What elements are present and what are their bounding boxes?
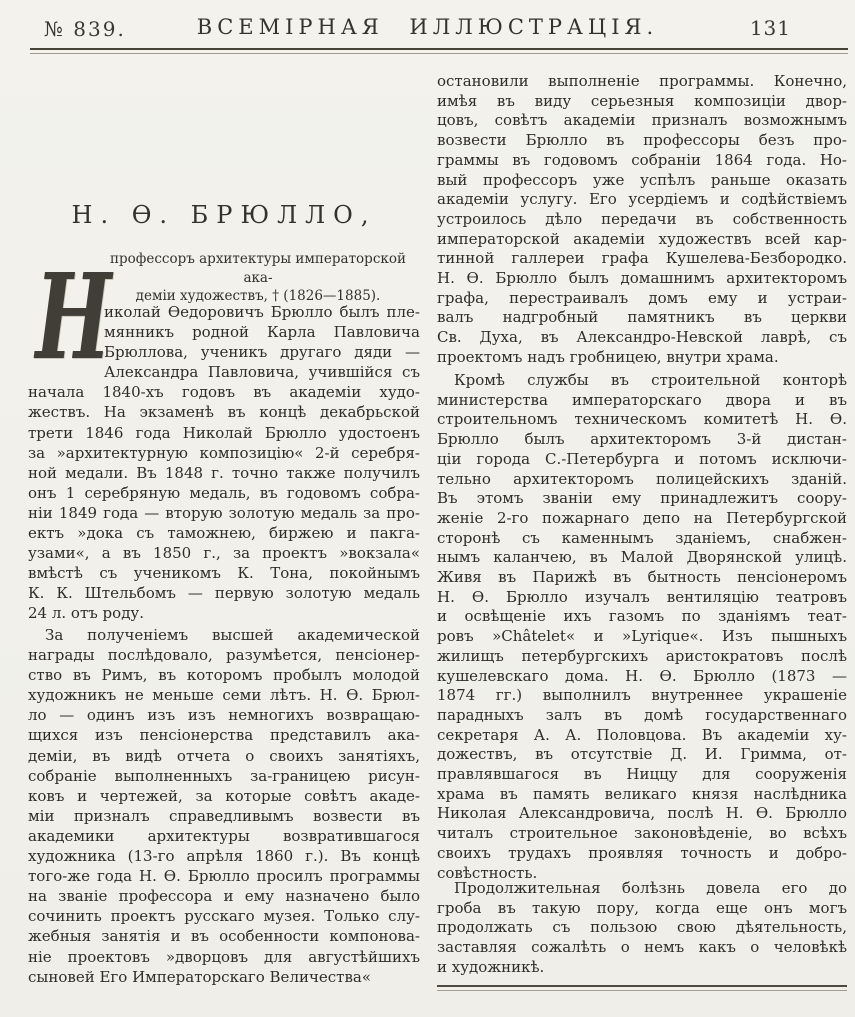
text-line: К. К. Штельбомъ — первую золотую медаль <box>28 584 420 603</box>
left-column-paragraph-1 <box>28 302 420 624</box>
text-line: Брюлло былъ архитекторомъ 3-й дистан- <box>437 430 847 449</box>
text-line: Живя въ Парижѣ въ бытность пенсіонеромъ <box>437 568 847 587</box>
text-line: возвести Брюлло въ профессоры безъ про- <box>437 131 847 150</box>
text-line: храма въ память великаго князя наслѣдника <box>437 784 847 803</box>
text-line: деміи, въ видѣ отчета о своихъ занятіяхъ, <box>28 746 420 765</box>
text-line: женіе 2-го пожарнаго депо на Петербургской <box>437 508 847 527</box>
journal-title: ВСЕМІРНАЯ ИЛЛЮСТРАЦІЯ. <box>196 15 659 39</box>
text-line: 1874 гг.) выполнилъ внутреннее украшеніе <box>437 686 847 705</box>
text-line: устроилось дѣло передачи въ собственность <box>437 209 847 228</box>
text-line: читалъ строительное законовѣденіе, во всѣхъ <box>437 824 847 843</box>
text-line: профессоръ архитектуры императорской ака- <box>110 251 406 286</box>
text-line: имѣя въ виду серьезныя композиціи двор- <box>437 91 847 110</box>
text-line: ціи города С.-Петербурга и потомъ исключи- <box>437 449 847 468</box>
text-line: министерства императорскаго двора и въ <box>437 390 847 409</box>
text-line: ровъ »Châtelet« и »Lyrique«. Изъ пышныхъ <box>437 627 847 646</box>
text-line: на званіе профессора и ему назначено было <box>28 887 420 906</box>
text-line: ной медали. Въ 1848 г. точно также получилъ <box>28 463 420 482</box>
text-line: строительномъ техническомъ комитетѣ Н. Ѳ. <box>437 410 847 429</box>
text-line: онъ 1 серебряную медаль, въ годовомъ собра- <box>28 483 420 502</box>
text-line: ніе проектовъ »дворцовъ для августѣйшихъ <box>28 947 420 966</box>
text-line: мянникъ родной Карла Павловича <box>104 323 420 342</box>
text-line: жествъ. На экзаменѣ въ концѣ декабрьской <box>28 403 420 422</box>
article-end-double-rule <box>437 985 847 991</box>
text-line: тинной галлереи графа Кушелева-Безбородко. <box>437 249 847 268</box>
text-line: продолжать съ пользою свою дѣятельность, <box>437 918 847 937</box>
text-line: иколай Ѳедоровичъ Брюлло былъ пле- <box>104 303 420 321</box>
text-line: За полученіемъ высшей академической <box>45 626 420 644</box>
page-number: 131 <box>749 16 791 40</box>
text-line: жилищъ петербургскихъ аристократовъ послѣ <box>437 646 847 665</box>
text-line: художникъ не меньше семи лѣтъ. Н. Ѳ. Брюл- <box>28 686 420 705</box>
text-line: ковъ и чертежей, за которые совѣтъ акаде- <box>28 786 420 805</box>
text-line: ектъ »дока съ таможнею, биржею и пакга- <box>28 524 420 543</box>
text-line: вмѣстѣ съ ученикомъ К. Тона, покойнымъ <box>28 564 420 583</box>
text-line: художника (13-го апрѣля 1860 г.). Въ концѣ <box>28 847 420 866</box>
text-line: цовъ, совѣтъ академіи призналъ возможнымъ <box>437 111 847 130</box>
text-line: начала 1840-хъ годовъ въ академіи худо- <box>28 383 420 402</box>
text-line: правлявшагося въ Ниццу для сооруженія <box>437 765 847 784</box>
text-line: Брюллова, ученикъ другаго дяди — <box>104 343 420 362</box>
right-column-paragraph-2 <box>437 371 847 883</box>
text-line: парадныхъ залъ въ домѣ государственнаго <box>437 705 847 724</box>
text-line: нымъ каланчею, въ Малой Дворянской улицѣ. <box>437 548 847 567</box>
text-line: и художникѣ. <box>437 957 545 976</box>
text-line: академіи услугу. Его усердіемъ и содѣйствіемъ <box>437 190 847 209</box>
text-line: Кромѣ службы въ строительной конторѣ <box>454 371 847 389</box>
text-line: Въ этомъ званіи ему принадлежитъ соору- <box>437 489 847 508</box>
text-line: тельно архитекторомъ полицейскихъ зданій. <box>437 469 847 488</box>
article-subtitle <box>96 250 420 306</box>
text-line: трети 1846 года Николай Брюлло удостоенъ <box>28 423 420 442</box>
text-line: узами«, а въ 1850 г., за проектъ »вокзала« <box>28 544 420 563</box>
text-line: графа, перестраивалъ домъ ему и устраи- <box>437 288 847 307</box>
text-line: ство въ Римъ, въ которомъ пробылъ молодой <box>28 666 420 685</box>
text-line: награды послѣдовало, разумѣется, пенсіонер- <box>28 646 420 665</box>
ornamental-drop-cap: Н <box>35 247 112 386</box>
text-line: Н. Ѳ. Брюлло былъ домашнимъ архитекторомъ <box>437 269 847 288</box>
text-line: щихся изъ пенсіонерства представилъ ака- <box>28 726 420 745</box>
masthead-double-rule <box>30 48 848 54</box>
text-line: міи призналъ справедливымъ возвести въ <box>28 806 420 825</box>
text-line: ніи 1849 года — вторую золотую медаль за про- <box>28 503 420 522</box>
text-line: Н. Ѳ. Брюлло изучалъ вентиляцію театровъ <box>437 587 847 606</box>
text-line: заставляя сожалѣть о немъ какъ о человѣкѣ <box>437 938 847 957</box>
text-line: за »архитектурную композицію« 2-й серебря- <box>28 443 420 462</box>
text-line: секретаря А. А. Половцова. Въ академіи ху- <box>437 725 847 744</box>
text-line: 24 л. отъ роду. <box>28 604 145 623</box>
text-line: деміи художествъ, † (1826—1885). <box>135 288 381 304</box>
text-line: кушелевскаго дома. Н. Ѳ. Брюлло (1873 — <box>437 666 847 685</box>
text-line: академики архитектуры возвратившагося <box>28 826 420 845</box>
text-line: Николая Александровича, послѣ Н. Ѳ. Брюлло <box>437 804 847 823</box>
text-line: того-же года Н. Ѳ. Брюлло просилъ программы <box>28 867 420 886</box>
text-line: и освѣщеніе ихъ газомъ по зданіямъ теат- <box>437 607 847 626</box>
text-line: валъ надгробный памятникъ въ церкви <box>437 308 847 327</box>
text-line: сыновей Его Императорскаго Величества« <box>28 967 372 986</box>
text-line: императорской академіи художествъ всей кар- <box>437 229 847 248</box>
article-title: Н. Ѳ. БРЮЛЛО, <box>71 201 377 229</box>
text-line: сочинить проектъ русскаго музея. Только слу- <box>28 907 420 926</box>
text-line: Продолжительная болѣзнь довела его до <box>454 879 847 897</box>
right-column-paragraph-1 <box>437 72 847 368</box>
text-line: граммы въ годовомъ собраніи 1864 года. Но- <box>437 150 847 169</box>
text-line: совѣстность. <box>437 863 538 882</box>
text-line: Св. Духа, въ Александро-Невской лаврѣ, съ <box>437 328 847 347</box>
right-column-paragraph-3 <box>437 879 847 978</box>
text-line: Александра Павловича, учившійся съ <box>104 363 420 382</box>
text-line: остановили выполненіе программы. Конечно, <box>437 72 847 90</box>
text-line: гроба въ такую пору, когда еще онъ могъ <box>437 898 847 917</box>
text-line: ло — одинъ изъ изъ немногихъ возвращаю- <box>28 706 420 725</box>
text-line: собраніе выполненныхъ за-границею рисун- <box>28 766 420 785</box>
issue-number: № 839. <box>44 17 126 41</box>
left-column-paragraph-2 <box>28 625 420 987</box>
text-line: сторонѣ съ каменнымъ зданіемъ, снабжен- <box>437 528 847 547</box>
text-line: жебныя занятія и въ особенности компонова- <box>28 927 420 946</box>
text-line: своихъ трудахъ проявляя точность и добро- <box>437 843 847 862</box>
text-line: дожествъ, въ отсутствіе Д. И. Гримма, от- <box>437 745 847 764</box>
text-line: проектомъ надъ гробницею, внутри храма. <box>437 347 779 366</box>
text-line: вый профессоръ уже успѣлъ раньше оказать <box>437 170 847 189</box>
